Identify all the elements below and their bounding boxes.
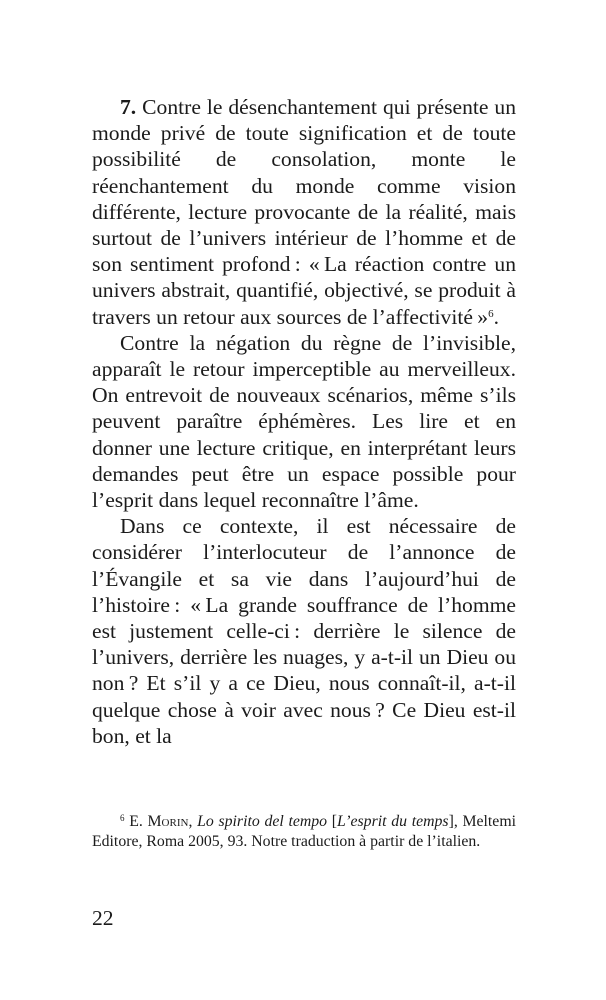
footnote-title: Lo spirito del tempo (197, 813, 328, 830)
main-text (92, 94, 516, 749)
footnote-number: 6 (120, 813, 125, 823)
footnote-bracket: [ (327, 813, 338, 830)
paragraph-1-end: . (493, 304, 499, 329)
footnote-initial: E. (124, 813, 148, 830)
paragraph-1 (92, 94, 516, 330)
paragraph-number: 7. (120, 95, 137, 119)
footnote-comma: , (188, 813, 198, 830)
paragraph-3: Dans ce contexte, il est nécessaire de considérer l’interlocuteur de l’annonce de l’Évangile et sa vie dans l’aujourd’hui de l’histoire : « La grande souffrance de l’homme est justement celle-ci : derrière le silence de l’univers, derrière les nuages, y a-t-il un Dieu ou non ? Et s’il y a ce Dieu, nous connaît-il, a-t-il quelque chose à voir avec nous ? Ce Dieu est-il bon, et la (92, 514, 516, 748)
footnote-author: Morin (147, 813, 189, 830)
paragraph-2: Contre la négation du règne de l’invisible, apparaît le retour imperceptible au merveilleux. On entrevoit de nouveaux scénarios, même s’ils peuvent paraître éphémères. Les lire et en donner une lecture critique, en interprétant leurs demandes peut être un espace possible pour l’esprit dans lequel reconnaître l’âme. (92, 330, 516, 513)
page-number: 22 (92, 906, 114, 930)
footnote (92, 812, 516, 851)
footnote-rest: ], Meltemi Editore, Roma 2005, 93. Notre traduction à partir de l’italien. (92, 813, 516, 850)
paragraph-1-text: Contre le désenchantement qui présente un monde privé de toute signification et de toute possibilité de consolation, monte le réenchantement du monde comme vision différente, lecture provocante de la réalité, mais surtout de l’univers intérieur de l’homme et de son sentiment profond : « La réaction contre un univers abstrait, quantifié, objectivé, se produit à travers un retour aux sources de l’affectivité » (92, 95, 516, 329)
footnote-translated-title: L’esprit du temps (337, 813, 449, 830)
footnote-reference[interactable]: 6 (488, 307, 494, 320)
